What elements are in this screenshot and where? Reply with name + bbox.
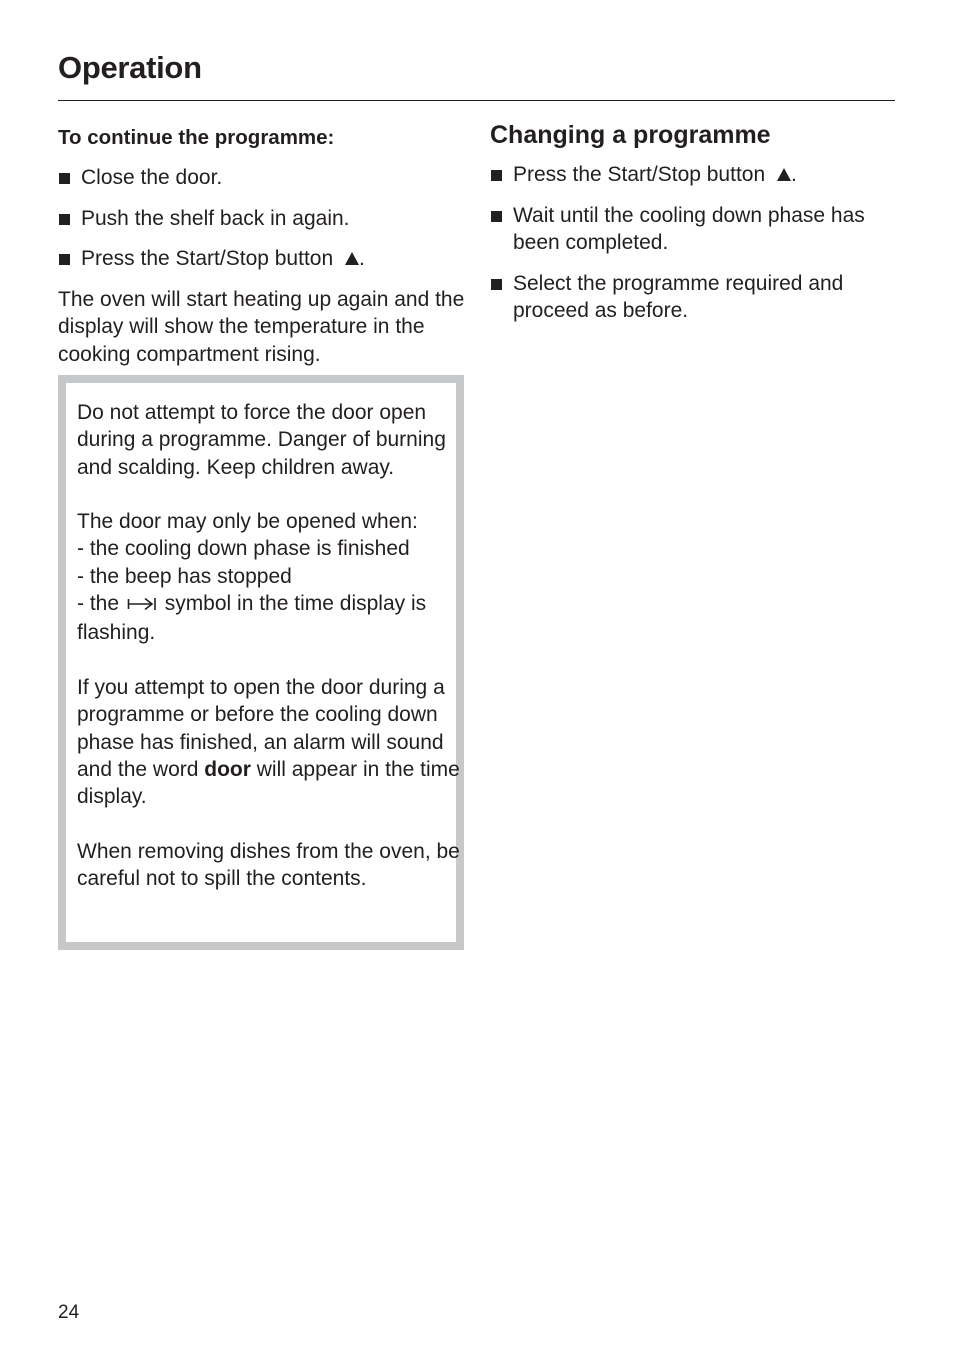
step-end: . — [358, 247, 365, 271]
door-condition-symbol-pre: - the — [77, 592, 125, 616]
list-item — [58, 245, 468, 272]
step-text: Wait until the cooling down phase has been completed. — [513, 203, 865, 254]
alarm-text-post: will appear in the time display. — [77, 757, 460, 809]
door-condition-cooling: - the cooling down phase is finished — [77, 537, 410, 561]
start-stop-triangle-icon — [777, 168, 791, 181]
continue-subheading: To continue the programme: — [58, 126, 335, 149]
page-number: 24 — [58, 1302, 80, 1323]
step-text: Press the Start/Stop button — [513, 163, 771, 186]
step-text: Press the Start/Stop button — [81, 247, 339, 271]
warning-box — [58, 375, 464, 950]
alarm-door-word: door — [204, 757, 251, 781]
warning-content — [77, 399, 462, 892]
square-bullet-icon — [491, 279, 502, 290]
warning-paragraph-door-conditions — [77, 508, 462, 646]
continue-steps-list — [58, 164, 468, 273]
square-bullet-icon — [59, 214, 70, 225]
square-bullet-icon — [59, 173, 70, 184]
warning-paragraph-danger: Do not attempt to force the door open during a programme. Danger of burning and scalding. Keep children away. — [77, 401, 446, 479]
warning-paragraph-alarm — [77, 674, 462, 810]
list-item — [490, 161, 890, 188]
list-item — [58, 205, 468, 232]
changing-steps-list — [490, 161, 890, 324]
title-divider — [58, 100, 895, 101]
list-item — [490, 202, 890, 256]
list-item — [58, 164, 468, 191]
square-bullet-icon — [59, 254, 70, 265]
start-stop-triangle-icon — [345, 252, 359, 265]
arrow-to-bar-icon — [127, 592, 157, 619]
page-title: Operation — [58, 50, 202, 85]
left-column — [58, 124, 468, 368]
square-bullet-icon — [491, 170, 502, 181]
step-text: Close the door. — [81, 166, 223, 189]
step-end: . — [790, 163, 797, 186]
square-bullet-icon — [491, 211, 502, 222]
step-text: Push the shelf back in again. — [81, 206, 350, 230]
warning-paragraph-dishes: When removing dishes from the oven, be careful not to spill the contents. — [77, 839, 460, 891]
door-conditions-intro: The door may only be opened when: — [77, 510, 418, 534]
heating-paragraph: The oven will start heating up again and the display will show the temperature in the cooking compartment rising. — [58, 288, 465, 366]
door-condition-beep: - the beep has stopped — [77, 564, 292, 588]
alarm-text-pre: If you attempt to open the door during a programme or before the cooling down phase has finished, an alarm will sound and the word — [77, 675, 445, 781]
changing-programme-heading: Changing a programme — [490, 121, 771, 149]
list-item — [490, 270, 890, 324]
step-text: Select the programme required and proceed as before. — [513, 271, 844, 322]
right-column — [490, 119, 890, 338]
door-condition-symbol-post: symbol in the time display is flashing. — [77, 592, 427, 645]
